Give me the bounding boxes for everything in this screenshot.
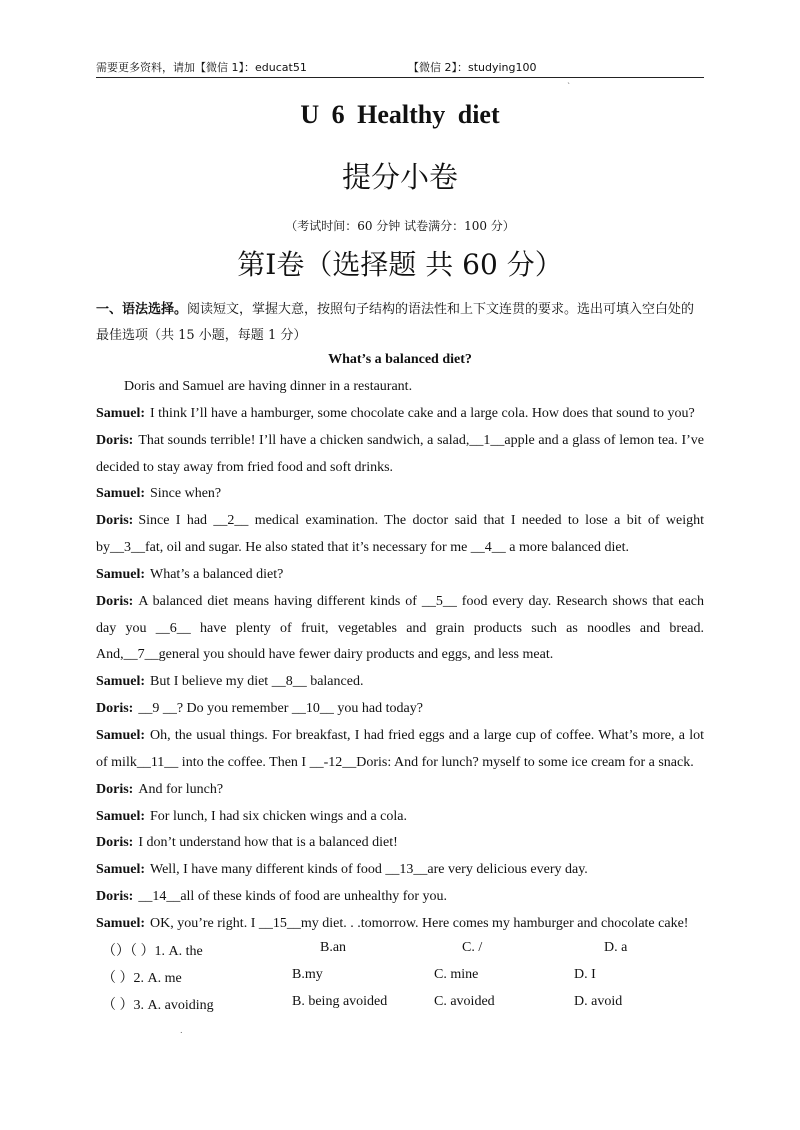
- passage-line: [96, 723, 704, 777]
- passage-text: OK, you’re right. I __15__my diet. . .tomorrow. Here comes my hamburger and chocolate cake!: [150, 915, 689, 931]
- question-options: [96, 940, 704, 1021]
- passage-text: Doris and Samuel are having dinner in a restaurant.: [124, 379, 413, 394]
- speaker-label: Samuel:: [96, 727, 145, 743]
- passage-text: I think I’ll have a hamburger, some chocolate cake and a large cola. How does that sound to you?: [150, 405, 695, 421]
- passage-line: [96, 884, 704, 911]
- passage-text: __9 __? Do you remember __10__ you had today?: [138, 701, 423, 717]
- question-option-a: （ ）2. A. me: [102, 971, 182, 986]
- passage-text: And for lunch?: [138, 781, 224, 797]
- question-option-b: B. being avoided: [292, 994, 388, 1009]
- question-option-b: B.an: [320, 940, 347, 955]
- speaker-label: Doris:: [96, 701, 134, 717]
- page-subtitle: 提分小卷: [341, 160, 458, 194]
- speaker-label: Doris:: [96, 835, 134, 851]
- speaker-label: Samuel:: [96, 674, 145, 690]
- passage-text: A balanced diet means having different kinds of __5__ food every day. Research shows that each day you __6__ have plenty of fruit, vegetables and grain products such as noodles and bread. And,__7__general you should have fewer dairy products and eggs, and less meat.: [96, 593, 704, 663]
- question-option-d: D. avoid: [574, 994, 623, 1009]
- speaker-label: Samuel:: [96, 405, 145, 421]
- passage-line: [96, 481, 704, 508]
- question-option-c: C. /: [462, 940, 483, 955]
- passage-line: [96, 696, 704, 723]
- section-title: 第Ⅰ卷（选择题 共 60 分）: [237, 248, 563, 281]
- speaker-label: Samuel:: [96, 486, 145, 502]
- passage-line: [96, 508, 704, 562]
- stray-mark: .: [180, 1026, 183, 1035]
- passage-text: Well, I have many different kinds of food __13__are very delicious every day.: [150, 862, 588, 878]
- question-row: [96, 967, 704, 994]
- passage-line: [96, 911, 704, 938]
- passage-text: That sounds terrible! I’ll have a chicken sandwich, a salad,__1__apple and a glass of lemon tea. I’ve decided to stay away from fried food and soft drinks.: [96, 432, 704, 475]
- passage-line: [96, 830, 704, 857]
- speaker-label: Doris:: [96, 432, 134, 448]
- passage-text: For lunch, I had six chicken wings and a cola.: [150, 808, 407, 824]
- question-row: [96, 940, 704, 967]
- question-option-a: （）（ ）1. A. the: [102, 944, 203, 959]
- passage-text: What’s a balanced diet?: [150, 566, 284, 582]
- passage-line: [96, 669, 704, 696]
- stray-mark: ˋ: [567, 82, 571, 91]
- speaker-label: Samuel:: [96, 808, 145, 824]
- passage-line: [96, 374, 704, 401]
- question-option-c: C. mine: [434, 967, 479, 982]
- passage-text: __14__all of these kinds of food are unhealthy for you.: [138, 889, 448, 905]
- exam-time: （考试时间：60 分钟 试卷满分：100 分）: [285, 219, 515, 233]
- question-option-d: D. a: [604, 940, 628, 955]
- instructions-label: 一、语法选择。: [96, 302, 188, 317]
- speaker-label: Doris:: [96, 513, 134, 529]
- question-option-d: D. I: [574, 967, 596, 982]
- question-option-a: （ ）3. A. avoiding: [102, 998, 214, 1013]
- speaker-label: Doris:: [96, 781, 134, 797]
- passage-text: I don’t understand how that is a balanced diet!: [138, 835, 398, 851]
- page-header: [96, 57, 704, 78]
- passage-line: [96, 777, 704, 804]
- speaker-label: Doris:: [96, 593, 134, 609]
- passage-line: [96, 428, 704, 482]
- question-option-c: C. avoided: [434, 994, 495, 1009]
- header-wechat-1: 需要更多资料，请加【微信 1】：educat51: [96, 61, 307, 74]
- passage-line: [96, 401, 704, 428]
- passage-text: But I believe my diet __8__ balanced.: [150, 674, 364, 690]
- passage-line: [96, 804, 704, 831]
- passage-text: Since when?: [150, 486, 222, 502]
- speaker-label: Samuel:: [96, 566, 145, 582]
- instructions: [96, 297, 706, 349]
- instructions-text: 阅读短文，掌握大意，按照句子结构的语法性和上下文连贯的要求。选出可填入空白处的最佳选项（共 15 小题，每题 1 分）: [96, 302, 695, 343]
- passage-title: What’s a balanced diet?: [328, 352, 472, 367]
- passage-text: Since I had __2__ medical examination. The doctor said that I needed to lose a bit of weight by__3__fat, oil and sugar. He also stated that it’s necessary for me __4__ a more balanced diet.: [96, 513, 704, 556]
- page-title: U 6 Healthy diet: [300, 100, 500, 129]
- speaker-label: Samuel:: [96, 862, 145, 878]
- passage-line: [96, 589, 704, 670]
- speaker-label: Samuel:: [96, 915, 145, 931]
- question-row: [96, 994, 704, 1021]
- passage-text: Oh, the usual things. For breakfast, I had fried eggs and a large cup of coffee. What’s more, a lot of milk__11__ into the coffee. Then I __-12__Doris: And for lunch? myself to some ice cream for a snack.: [96, 727, 704, 770]
- passage-line: [96, 857, 704, 884]
- header-wechat-2: 【微信 2】：studying100: [408, 61, 537, 74]
- question-option-b: B.my: [292, 967, 323, 982]
- passage: [96, 374, 704, 938]
- passage-line: [96, 562, 704, 589]
- speaker-label: Doris:: [96, 889, 134, 905]
